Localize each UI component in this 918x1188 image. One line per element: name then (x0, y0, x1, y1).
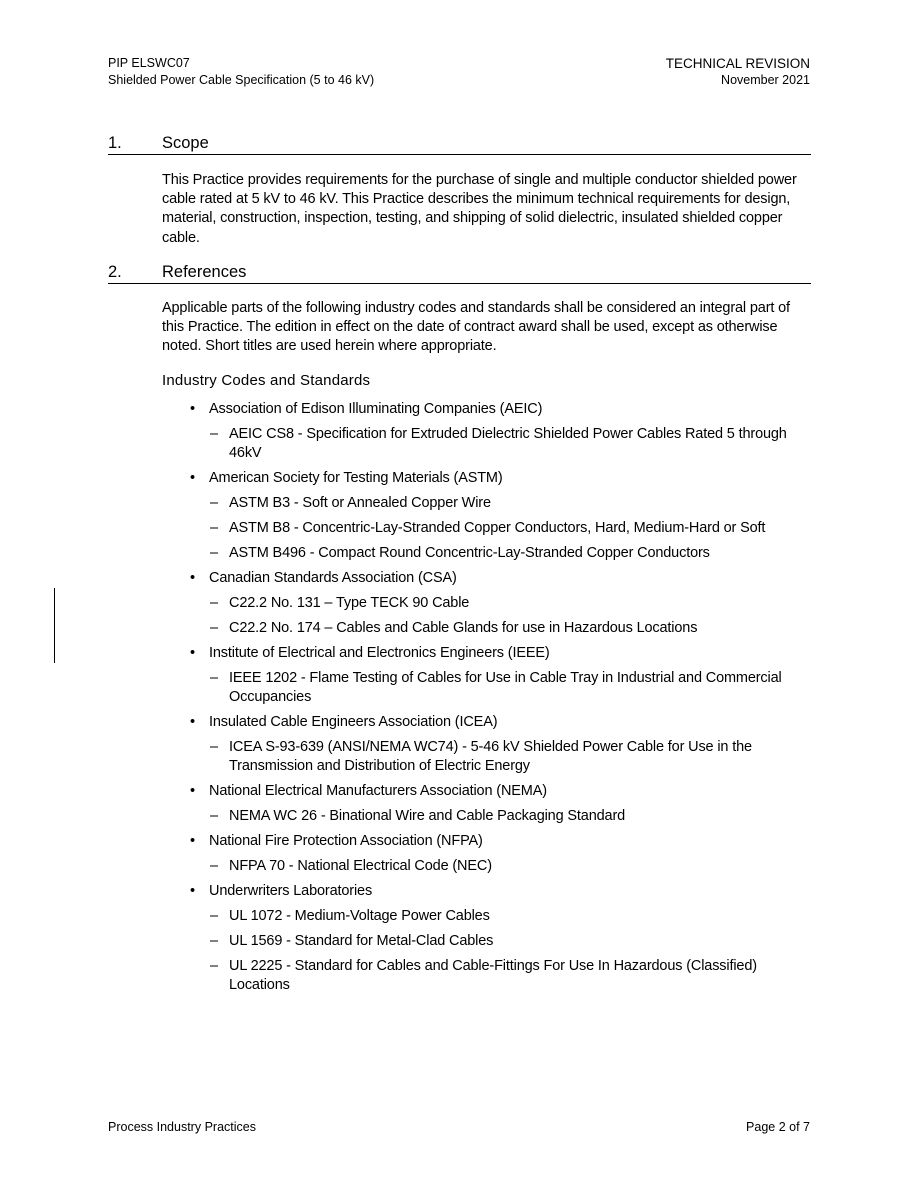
references-paragraph: Applicable parts of the following industry codes and standards shall be considered an integral part of this Practice. The edition in effect on the date of contract award shall be used, except as otherwise noted. Short titles are used herein where appropriate. (162, 299, 790, 355)
subheading-industry-codes: Industry Codes and Standards (162, 372, 371, 390)
standard-title: ASTM B496 - Compact Round Concentric-Lay-Stranded Copper Conductors (229, 545, 710, 562)
bullet-icon: • (190, 714, 195, 731)
dash-icon: – (210, 858, 218, 875)
header-right (666, 55, 810, 89)
standard-title: ASTM B3 - Soft or Annealed Copper Wire (229, 495, 491, 512)
organization-item (190, 713, 811, 732)
standard-item (190, 669, 811, 707)
dash-icon: – (210, 933, 218, 950)
revision-label: TECHNICAL REVISION (665, 56, 810, 71)
dash-icon: – (210, 520, 218, 537)
standard-title: NEMA WC 26 - Binational Wire and Cable Packaging Standard (229, 808, 626, 825)
organization-item (190, 569, 811, 588)
organization-name: Association of Edison Illuminating Companies (AEIC) (209, 401, 543, 418)
organization-name: Insulated Cable Engineers Association (ICEA) (209, 714, 498, 731)
standard-item (190, 738, 811, 776)
doc-id: PIP ELSWC07 (108, 56, 190, 70)
bullet-icon: • (190, 401, 195, 418)
bullet-icon: • (190, 833, 195, 850)
footer-publisher: Process Industry Practices (108, 1120, 256, 1134)
dash-icon: – (210, 495, 218, 512)
bullet-icon: • (190, 783, 195, 800)
revision-change-bar (54, 588, 55, 663)
standard-title: NFPA 70 - National Electrical Code (NEC) (229, 858, 492, 875)
organization-name: Canadian Standards Association (CSA) (209, 570, 457, 587)
organization-item (190, 644, 811, 663)
section-heading-scope (108, 133, 811, 155)
organization-item (190, 469, 811, 488)
organization-name: National Fire Protection Association (NFPA) (209, 833, 483, 850)
standard-title: ASTM B8 - Concentric-Lay-Stranded Copper Conductors, Hard, Medium-Hard or Soft (229, 520, 766, 537)
section-title: Scope (162, 134, 209, 152)
standard-title: UL 1569 - Standard for Metal-Clad Cables (229, 933, 494, 950)
standard-title: UL 1072 - Medium-Voltage Power Cables (229, 908, 490, 925)
dash-icon: – (210, 739, 218, 756)
standard-title: C22.2 No. 131 – Type TECK 90 Cable (229, 595, 470, 612)
references-list (190, 400, 811, 995)
standard-title: UL 2225 - Standard for Cables and Cable-Fittings For Use In Hazardous (Classified) Locations (229, 958, 757, 994)
standard-item (190, 619, 811, 638)
organization-item (190, 882, 811, 901)
organization-item (190, 400, 811, 419)
dash-icon: – (210, 808, 218, 825)
section-heading-references (108, 262, 811, 284)
standard-item (190, 807, 811, 826)
standard-item (190, 544, 811, 563)
page-body (108, 133, 811, 995)
bullet-icon: • (190, 570, 195, 587)
standard-item (190, 957, 811, 995)
scope-paragraph: This Practice provides requirements for the purchase of single and multiple conductor shielded power cable rated at 5 kV to 46 kV. This Practice describes the minimum technical requirements for design, material, construction, inspection, testing, and shipping of solid dielectric, insulated shielded copper cable. (162, 172, 797, 246)
bullet-icon: • (190, 883, 195, 900)
organization-item (190, 832, 811, 851)
section-number: 2. (108, 262, 122, 281)
organization-name: National Electrical Manufacturers Association (NEMA) (209, 783, 547, 800)
standard-item (190, 932, 811, 951)
dash-icon: – (210, 426, 218, 443)
standard-title: AEIC CS8 - Specification for Extruded Dielectric Shielded Power Cables Rated 5 through 46kV (229, 426, 787, 462)
footer-page-number: Page 2 of 7 (746, 1120, 810, 1134)
standard-title: ICEA S-93-639 (ANSI/NEMA WC74) - 5-46 kV Shielded Power Cable for Use in the Transmission and Distribution of Electric Energy (229, 739, 752, 775)
standard-item (190, 425, 811, 463)
header-left (108, 55, 374, 89)
section-number: 1. (108, 134, 122, 152)
standard-item (190, 594, 811, 613)
dash-icon: – (210, 908, 218, 925)
dash-icon: – (210, 670, 218, 687)
standard-title: IEEE 1202 - Flame Testing of Cables for Use in Cable Tray in Industrial and Commercial Occupancies (229, 670, 782, 706)
organization-name: American Society for Testing Materials (ASTM) (209, 470, 503, 487)
standard-title: C22.2 No. 174 – Cables and Cable Glands for use in Hazardous Locations (229, 620, 698, 637)
dash-icon: – (210, 620, 218, 637)
organization-name: Underwriters Laboratories (209, 883, 373, 900)
revision-date: November 2021 (721, 73, 810, 87)
bullet-icon: • (190, 470, 195, 487)
dash-icon: – (210, 545, 218, 562)
standard-item (190, 907, 811, 926)
standard-item (190, 519, 811, 538)
dash-icon: – (210, 595, 218, 612)
organization-name: Institute of Electrical and Electronics Engineers (IEEE) (209, 645, 550, 662)
section-title: References (162, 262, 247, 281)
doc-title: Shielded Power Cable Specification (5 to 46 kV) (108, 73, 375, 87)
organization-item (190, 782, 811, 801)
bullet-icon: • (190, 645, 195, 662)
dash-icon: – (210, 958, 218, 975)
standard-item (190, 494, 811, 513)
standard-item (190, 857, 811, 876)
